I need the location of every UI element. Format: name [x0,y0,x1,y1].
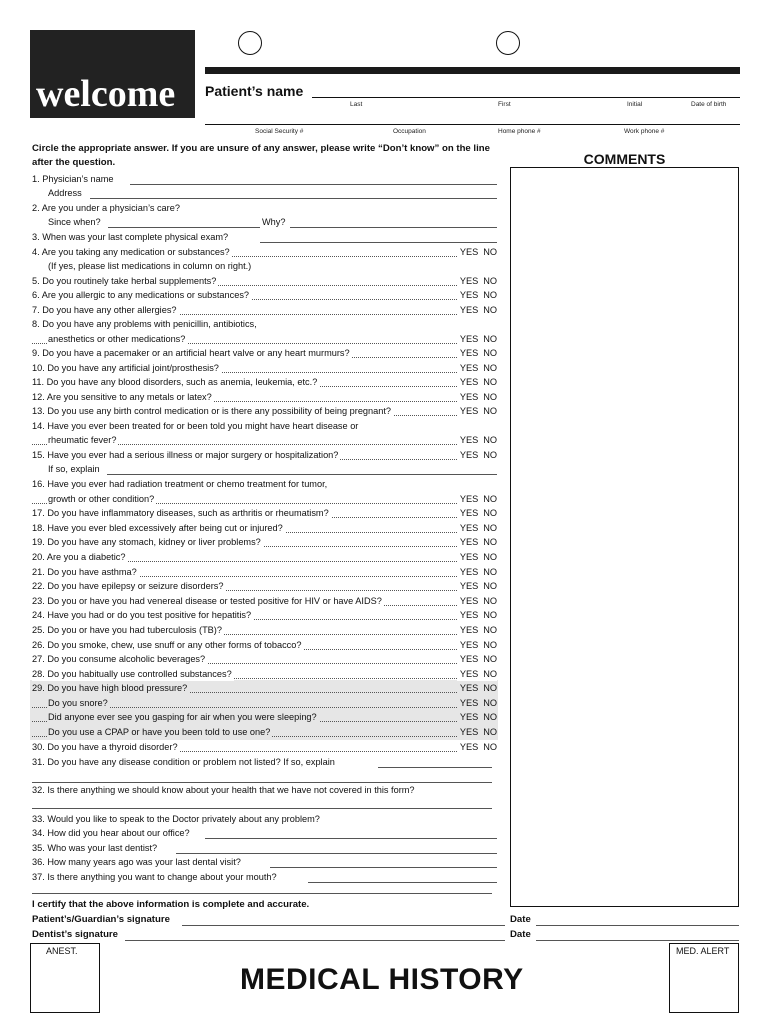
answer-line[interactable] [32,808,492,809]
welcome-logo [30,30,195,118]
yes-option[interactable]: YES [459,523,479,533]
question-row [32,333,497,346]
no-option[interactable]: NO [483,377,497,387]
dentist-signature-label: Dentist’s signature [32,929,119,940]
yes-option[interactable]: YES [459,537,479,547]
dentist-date-line[interactable] [536,940,739,941]
yes-option[interactable]: YES [459,625,479,635]
yes-no-choice [457,246,497,259]
question-row [32,275,497,288]
yes-option[interactable]: YES [459,247,479,257]
no-option[interactable]: NO [483,435,497,445]
question-row [32,682,497,695]
question-text: 14. Have you ever been treated for or been told you might have heart disease or [32,421,359,431]
no-option[interactable]: NO [483,494,497,504]
answer-line[interactable] [378,767,492,768]
form-title: MEDICAL HISTORY [240,963,524,996]
yes-option[interactable]: YES [459,567,479,577]
yes-option[interactable]: YES [459,742,479,752]
yes-no-choice [457,434,497,447]
question-row [32,376,497,389]
question-row [32,784,497,797]
dentist-date-label: Date [510,929,531,940]
yes-no-choice [457,507,497,520]
answer-line[interactable] [130,184,497,185]
no-option[interactable]: NO [483,654,497,664]
no-option[interactable]: NO [483,247,497,257]
hole-punch-right [496,31,520,55]
question-text: 13. Do you use any birth control medication or is there any possibility of being pregnant? [32,406,392,416]
question-text: 30. Do you have a thyroid disorder? [32,742,178,752]
question-row [32,609,497,622]
yes-no-choice [457,449,497,462]
question-row [32,507,497,520]
question-text: 28. Do you habitually use controlled substances? [32,669,232,679]
yes-option[interactable]: YES [459,698,479,708]
answer-line[interactable] [270,867,497,868]
question-row [32,653,497,666]
question-text: growth or other condition? [48,494,155,504]
welcome-text: welcome [36,73,176,115]
no-option[interactable]: NO [483,727,497,737]
no-option[interactable]: NO [483,581,497,591]
question-row [32,318,497,331]
no-option[interactable]: NO [483,625,497,635]
first-label: First [498,101,511,108]
yes-no-choice [457,697,497,710]
yes-option[interactable]: YES [459,552,479,562]
question-row [32,813,497,826]
question-text: 32. Is there anything we should know about your health that we have not covered in this form? [32,785,415,795]
question-text: If so, explain [48,464,100,474]
yes-no-choice [457,653,497,666]
yes-no-choice [457,624,497,637]
yes-no-choice [457,726,497,739]
yes-no-choice [457,566,497,579]
hole-punch-left [238,31,262,55]
patient-date-label: Date [510,914,531,925]
question-text: rheumatic fever? [48,435,117,445]
question-text: 4. Are you taking any medication or substances? [32,247,230,257]
yes-no-choice [457,304,497,317]
answer-line[interactable] [90,198,497,199]
question-row [32,405,497,418]
no-option[interactable]: NO [483,610,497,620]
answer-line[interactable] [205,838,497,839]
answer-line[interactable] [308,882,497,883]
yes-no-choice [457,741,497,754]
no-option[interactable]: NO [483,508,497,518]
comments-title: COMMENTS [583,151,666,167]
no-option[interactable]: NO [483,552,497,562]
answer-line[interactable] [32,893,492,894]
question-row [32,741,497,754]
question-text: 12. Are you sensitive to any metals or latex? [32,392,212,402]
question-text: 35. Who was your last dentist? [32,843,158,853]
yes-option[interactable]: YES [459,406,479,416]
no-option[interactable]: NO [483,698,497,708]
question-row [32,202,497,215]
yes-no-choice [457,682,497,695]
no-option[interactable]: NO [483,348,497,358]
question-text: Do you snore? [48,698,108,708]
question-text: 34. How did you hear about our office? [32,828,190,838]
question-row [32,580,497,593]
yes-no-choice [457,362,497,375]
yes-option[interactable]: YES [459,683,479,693]
last-label: Last [350,101,363,108]
no-option[interactable]: NO [483,567,497,577]
question-row [32,493,497,506]
question-row [32,624,497,637]
answer-line[interactable] [32,782,492,783]
question-text: 8. Do you have any problems with penicillin, antibiotics, [32,319,257,329]
question-text: 15. Have you ever had a serious illness or major surgery or hospitalization? [32,450,339,460]
yes-no-choice [457,609,497,622]
yes-option[interactable]: YES [459,596,479,606]
yes-no-choice [457,391,497,404]
yes-option[interactable]: YES [459,363,479,373]
yes-no-choice [457,289,497,302]
no-option[interactable]: NO [483,305,497,315]
header-bar [205,67,740,74]
question-text: Did anyone ever see you gasping for air when you were sleeping? [48,712,317,722]
yes-option[interactable]: YES [459,494,479,504]
question-text: 26. Do you smoke, chew, use snuff or any other forms of tobacco? [32,640,302,650]
question-row [32,434,497,447]
yes-option[interactable]: YES [459,654,479,664]
question-row [32,260,497,273]
question-row [32,391,497,404]
question-text: Since when? [48,217,101,227]
question-text: 7. Do you have any other allergies? [32,305,177,315]
comments-box[interactable] [510,167,739,907]
question-text: 5. Do you routinely take herbal supplements? [32,276,217,286]
question-text: 23. Do you or have you had venereal disease or tested positive for HIV or have AIDS? [32,596,382,606]
no-option[interactable]: NO [483,334,497,344]
question-text: 18. Have you ever bled excessively after being cut or injured? [32,523,283,533]
no-option[interactable]: NO [483,276,497,286]
question-text: Address [48,188,82,198]
yes-option[interactable]: YES [459,377,479,387]
home-phone-label: Home phone # [498,128,541,135]
yes-no-choice [457,580,497,593]
patient-signature-label: Patient’s/Guardian’s signature [32,914,170,925]
question-row [32,522,497,535]
patient-signature-line[interactable] [182,925,505,926]
yes-no-choice [457,333,497,346]
yes-option[interactable]: YES [459,334,479,344]
question-row [32,449,497,462]
instructions: Circle the appropriate answer. If you are unsure of any answer, please write “Don’t know” on the line after the question. [32,143,490,168]
question-text: 1. Physician’s name [32,174,114,184]
yes-option[interactable]: YES [459,669,479,679]
yes-no-choice [457,493,497,506]
question-text: anesthetics or other medications? [48,334,186,344]
question-row [32,726,497,739]
question-row [32,347,497,360]
yes-no-choice [457,275,497,288]
question-text: 17. Do you have inflammatory diseases, such as arthritis or rheumatism? [32,508,329,518]
question-row [32,697,497,710]
question-text: (If yes, please list medications in column on right.) [48,261,252,271]
question-row [32,566,497,579]
dob-label: Date of birth [691,101,727,108]
question-text: 24. Have you had or do you test positive for hepatitis? [32,610,252,620]
med-alert-label: MED. ALERT [676,946,730,956]
yes-no-choice [457,551,497,564]
question-text: Do you use a CPAP or have you been told to use one? [48,727,271,737]
occupation-label: Occupation [393,128,426,135]
patient-date-line[interactable] [536,925,739,926]
question-text: 31. Do you have any disease condition or problem not listed? If so, explain [32,757,335,767]
answer-line[interactable] [260,242,497,243]
yes-no-choice [457,522,497,535]
no-option[interactable]: NO [483,363,497,373]
yes-option[interactable]: YES [459,727,479,737]
question-text: 27. Do you consume alcoholic beverages? [32,654,206,664]
no-option[interactable]: NO [483,712,497,722]
yes-option[interactable]: YES [459,290,479,300]
yes-option[interactable]: YES [459,276,479,286]
yes-no-choice [457,668,497,681]
question-text: 21. Do you have asthma? [32,567,137,577]
yes-option[interactable]: YES [459,508,479,518]
question-text: 10. Do you have any artificial joint/prosthesis? [32,363,219,373]
question-text: 19. Do you have any stomach, kidney or liver problems? [32,537,261,547]
question-row [32,478,497,491]
question-text: 16. Have you ever had radiation treatment or chemo treatment for tumor, [32,479,328,489]
question-row [32,639,497,652]
yes-option[interactable]: YES [459,581,479,591]
question-text: 36. How many years ago was your last dental visit? [32,857,241,867]
no-option[interactable]: NO [483,450,497,460]
question-text: 29. Do you have high blood pressure? [32,683,188,693]
question-row [32,595,497,608]
question-row [32,246,497,259]
answer-line[interactable] [107,474,497,475]
no-option[interactable]: NO [483,537,497,547]
yes-no-choice [457,536,497,549]
yes-option[interactable]: YES [459,435,479,445]
question-text: 3. When was your last complete physical exam? [32,232,229,242]
question-row [32,536,497,549]
question-row [32,551,497,564]
question-row [32,289,497,302]
question-text: 20. Are you a diabetic? [32,552,126,562]
yes-no-choice [457,595,497,608]
yes-option[interactable]: YES [459,610,479,620]
patients-name-line[interactable] [312,97,740,98]
patients-name-label: Patient’s name [205,83,304,99]
question-row [32,304,497,317]
no-option[interactable]: NO [483,640,497,650]
question-text: Why? [262,217,286,227]
anest-label: ANEST. [46,946,78,956]
answer-line[interactable] [290,227,497,228]
question-text: 37. Is there anything you want to change about your mouth? [32,872,277,882]
no-option[interactable]: NO [483,669,497,679]
no-option[interactable]: NO [483,596,497,606]
dentist-signature-line[interactable] [125,940,505,941]
no-option[interactable]: NO [483,742,497,752]
question-row [32,668,497,681]
ssn-label: Social Security # [255,128,304,135]
question-row [32,711,497,724]
question-text: 2. Are you under a physician’s care? [32,203,180,213]
yes-no-choice [457,639,497,652]
yes-no-choice [457,405,497,418]
yes-option[interactable]: YES [459,640,479,650]
yes-no-choice [457,711,497,724]
no-option[interactable]: NO [483,406,497,416]
yes-option[interactable]: YES [459,450,479,460]
yes-option[interactable]: YES [459,392,479,402]
certify-statement: I certify that the above information is complete and accurate. [32,899,310,910]
question-text: 33. Would you like to speak to the Doctor privately about any problem? [32,814,320,824]
question-text: 9. Do you have a pacemaker or an artificial heart valve or any heart murmurs? [32,348,350,358]
question-text: 6. Are you allergic to any medications or substances? [32,290,250,300]
work-phone-label: Work phone # [624,128,665,135]
yes-option[interactable]: YES [459,348,479,358]
no-option[interactable]: NO [483,523,497,533]
answer-line[interactable] [176,853,497,854]
yes-option[interactable]: YES [459,305,479,315]
no-option[interactable]: NO [483,290,497,300]
no-option[interactable]: NO [483,683,497,693]
yes-option[interactable]: YES [459,712,479,722]
yes-no-choice [457,347,497,360]
question-text: 25. Do you or have you had tuberculosis (TB)? [32,625,222,635]
question-row [32,362,497,375]
question-text: 11. Do you have any blood disorders, such as anemia, leukemia, etc.? [32,377,318,387]
initial-label: Initial [627,101,643,108]
no-option[interactable]: NO [483,392,497,402]
question-text: 22. Do you have epilepsy or seizure disorders? [32,581,224,591]
info-line[interactable] [205,124,740,125]
question-row [32,420,497,433]
yes-no-choice [457,376,497,389]
